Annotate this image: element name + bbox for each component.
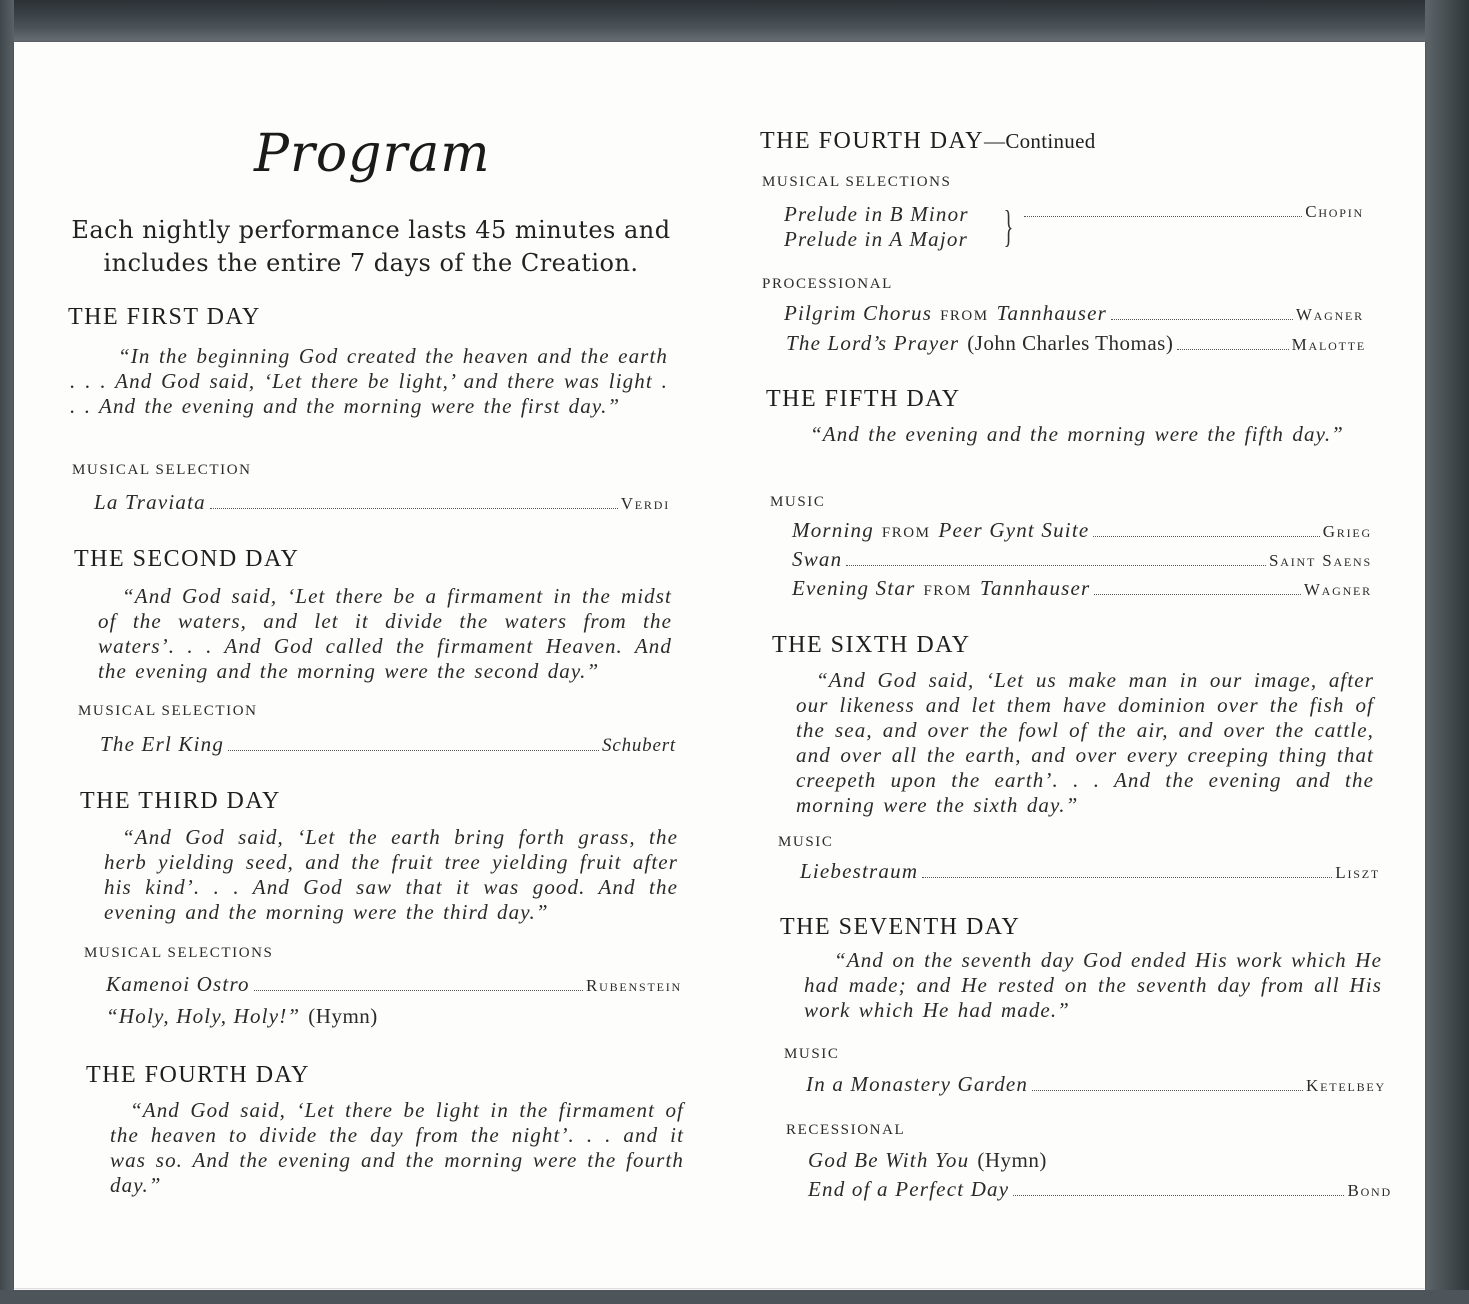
seventh-day-label: MUSIC [784, 1046, 840, 1062]
fifth-day-heading: THE FIFTH DAY [766, 386, 961, 412]
sixth-day-item [800, 859, 1380, 884]
backing-left-edge [0, 0, 14, 1304]
piece-title: The Erl King [100, 732, 225, 756]
fifth-day-quote: “And the evening and the morning were the fifth day.” [810, 422, 1344, 446]
dot-leader [1177, 349, 1288, 350]
intro-text: Each nightly performance lasts 45 minutes and includes the entire 7 days of the Creation. [71, 216, 671, 277]
composer-name: Bond [1347, 1181, 1392, 1200]
second-day-item [100, 732, 676, 757]
dot-leader [228, 750, 599, 751]
second-day-label: MUSICAL SELECTION [78, 703, 258, 719]
fifth-day-item-1 [792, 518, 1372, 543]
fifth-day-item-2 [792, 547, 1372, 572]
composer-name: Wagner [1303, 580, 1372, 599]
backing-right-edge [1425, 0, 1469, 1304]
third-day-label: MUSICAL SELECTIONS [84, 945, 274, 961]
first-day-item [94, 490, 670, 515]
continued-note: —Continued [984, 129, 1096, 153]
brace-glyph: } [1003, 202, 1014, 251]
dot-leader [1093, 536, 1319, 537]
dot-leader [1111, 319, 1293, 320]
third-day-heading: THE THIRD DAY [80, 788, 281, 814]
seventh-day-quote: “And on the seventh day God ended His work which He had made; and He rested on the seventh day from all His work which He had made.” [804, 948, 1382, 1022]
dot-leader [1094, 594, 1300, 595]
composer-name: Wagner [1295, 305, 1364, 324]
recessional-item-1 [808, 1148, 1047, 1173]
first-day-label: MUSICAL SELECTION [72, 462, 252, 478]
from-word: FROM [923, 583, 972, 599]
dot-leader [210, 508, 618, 509]
piece-title: “Holy, Holy, Holy!” [106, 1004, 301, 1028]
fifth-day-label: MUSIC [770, 494, 826, 510]
from-word: FROM [881, 525, 931, 541]
piece-title: The Lord’s Prayer [786, 331, 960, 355]
piece-title: End of a Perfect Day [808, 1177, 1010, 1201]
third-day-quote: “And God said, ‘Let the earth bring forth grass, the herb yielding seed, and the fruit tree yielding fruit after his kind’. . . And God saw that it was good. And the evening and the morning were the third day.” [104, 825, 678, 924]
fifth-day-item-3 [792, 576, 1372, 601]
composer-name: Schubert [602, 735, 676, 756]
piece-title: Swan [792, 547, 843, 571]
composer-name: Chopin [1305, 202, 1364, 221]
seventh-day-item [806, 1072, 1386, 1097]
sixth-day-quote: “And God said, ‘Let us make man in our image, after our likeness and let them have dominion over the fish of the sea, and over the fowl of the air, and over the cattle, and over all the earth, and over every creeping thing that creepeth upon the earth’. . . And the evening and the morning were the sixth day.” [796, 668, 1374, 817]
piece-title: Evening Star [792, 576, 916, 600]
recessional-item-2 [808, 1177, 1392, 1202]
piece-title: La Traviata [94, 490, 206, 514]
composer-name: Rubenstein [585, 976, 682, 995]
sixth-day-heading: THE SIXTH DAY [772, 632, 971, 658]
sixth-day-label: MUSIC [778, 834, 834, 850]
backing-top-edge [0, 0, 1469, 44]
dot-leader [1013, 1195, 1344, 1196]
work-title: Tannhauser [996, 301, 1108, 325]
prelude-pair [784, 202, 969, 252]
piece-title: Pilgrim Chorus [784, 301, 933, 325]
processional-label: PROCESSIONAL [762, 276, 893, 292]
processional-item-1 [784, 301, 1364, 326]
work-title: Peer Gynt Suite [938, 518, 1090, 542]
program-sheet [14, 42, 1425, 1288]
processional-item-2 [786, 331, 1366, 356]
second-day-heading: THE SECOND DAY [74, 546, 300, 572]
piece-title: In a Monastery Garden [806, 1072, 1029, 1096]
prelude-b-minor: Prelude in B Minor [784, 202, 969, 226]
piece-title: Morning [792, 518, 874, 542]
composer-name: Malotte [1291, 335, 1366, 354]
prelude-a-major: Prelude in A Major [784, 227, 968, 251]
piece-title: Liebestraum [800, 859, 919, 883]
dot-leader [846, 565, 1266, 566]
composer-name: Saint Saens [1269, 551, 1372, 570]
composer-name: Liszt [1335, 863, 1380, 882]
composer-name: Verdi [620, 494, 670, 513]
dot-leader [254, 990, 583, 991]
third-day-item-1 [106, 972, 682, 997]
dot-leader [922, 877, 1332, 878]
composer-name: Grieg [1322, 522, 1372, 541]
second-day-quote: “And God said, ‘Let there be a firmament in the midst of the waters, and let it divide the waters from the waters’. . . And God called the firmament Heaven. And the evening and the morning were the second day.” [98, 584, 672, 683]
piece-note: (Hymn) [977, 1148, 1047, 1172]
fourth-day-heading: THE FOURTH DAY [86, 1062, 311, 1088]
piece-title: Kamenoi Ostro [106, 972, 250, 996]
work-title: Tannhauser [980, 576, 1091, 600]
program-title: Program [254, 124, 491, 184]
first-day-quote: “In the beginning God created the heaven and the earth . . . And God said, ‘Let there be light,’ and there was light . . . And the evening and the morning were the first day.” [70, 344, 668, 418]
first-day-heading: THE FIRST DAY [68, 304, 261, 330]
composer-name: Ketelbey [1306, 1076, 1386, 1095]
from-word: FROM [940, 308, 989, 324]
piece-note: (Hymn) [308, 1004, 378, 1028]
piece-title: God Be With You [808, 1148, 970, 1172]
fourth-day-continued-title: THE FOURTH DAY [760, 128, 985, 154]
seventh-day-heading: THE SEVENTH DAY [780, 914, 1021, 940]
dot-leader [1024, 216, 1302, 217]
prelude-composer-row [1024, 202, 1364, 222]
backing-bottom-edge [0, 1290, 1469, 1304]
piece-note: (John Charles Thomas) [967, 331, 1174, 355]
fourth-day-quote: “And God said, ‘Let there be light in the firmament of the heaven to divide the day from the night’. . . and it was so. And the evening and the morning were the fourth day.” [110, 1098, 684, 1197]
fourth-day-music-label: MUSICAL SELECTIONS [762, 174, 952, 190]
recessional-label: RECESSIONAL [786, 1122, 906, 1138]
third-day-item-2 [106, 1004, 378, 1029]
fourth-day-continued-heading [760, 128, 1096, 155]
dot-leader [1032, 1090, 1303, 1091]
